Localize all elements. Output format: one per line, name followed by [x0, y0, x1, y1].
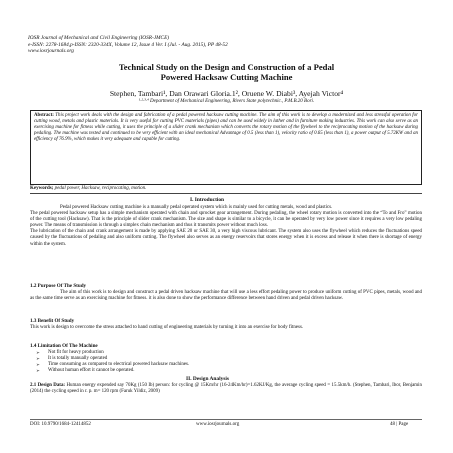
abstract-box	[30, 110, 422, 185]
intro-paragraph-2: The pedal powered hacksaw setup has a simple mechanism operated with chain and sprocket gear arrangement. During pedaling, the wheel rotary motion is converted into the “To and Fro” motion of the cutting tool (Hacksaw). That is the principle of slider crank mechanism. The size and shape is similar to a bicycle, it can be operated by very low power since it requires a very low pedaling power. The means of transmission is through a simplex chain mechanism and thus it transmits power without much loss.	[30, 211, 422, 229]
design-data-text: Human energy expended say 70Kg (150 Ib) person: for cycling @ 15Km/hr (16-24Km/hr)=1.62KJ/Kg, the average cycling speed = 15.5km/h. (Stephen, Tambari, Ibor, Benjamin (2014) the cycling speed in r. p. m= 120 rpm (Faruk Yildiz, 2009)	[30, 383, 422, 395]
keywords	[30, 186, 422, 192]
footer-page-number: 48 | Page	[390, 422, 409, 427]
abstract-text: This project work deals with the design and fabrication of a pedal powered hacksaw cutting machine. The aim of this work is to develop a modernized and less stressful operation for cutting wood, metals and plastic materials. It is very useful for cutting PVC materials (pipes) and can be used widely in lather and in furniture making industries. This work can also serve as an exercising machine for fitness while cutting, it uses the principle of a slider crank mechanism which converts the rotary motion of the flywheel to the reciprocating motion of the hacksaw during pedaling. The machine was tested and continued to be very efficient with an ideal mechanical Advantage of 0.5 (less than 1), velocity ratio of 0.65 (less than 1), a power output of 5.72KW and an efficiency of 76.9%, which makes it very adequate and capable for cutting.	[34, 113, 418, 143]
abstract-label: Abstract:	[34, 113, 54, 118]
benefit-heading: 1.3 Benefit Of Study	[30, 318, 75, 324]
limitation-list	[36, 350, 416, 374]
benefit-paragraph: This work is design to overcome the stress attached to hand cutting of engineering materials by turning it into an exercise for body fitness.	[30, 325, 304, 330]
arrow-bullet-icon: ➢	[36, 362, 40, 368]
introduction-body	[30, 205, 422, 248]
footer-doi: DOI: 10.9790/1684-12414852	[30, 422, 91, 427]
keywords-text: pedal power, Hacksaw, reciprocating, motion.	[53, 186, 147, 191]
design-data-label: 2.1 Design Data:	[30, 383, 66, 388]
journal-issn: e-ISSN: 2278-1684,p-ISSN: 2320-334X, Volume 12, Issue 4 Ver. I (Jul. - Aug. 2015), PP 48-52	[28, 41, 228, 48]
limitation-text: Without human effort it cannot be operated.	[48, 368, 135, 374]
arrow-bullet-icon: ➢	[36, 356, 40, 362]
purpose-heading: 1.2 Purpose Of The Study	[30, 283, 87, 289]
paper-title-line-1: Technical Study on the Design and Construction of a Pedal	[118, 62, 335, 72]
keywords-label: Keywords;	[30, 186, 54, 191]
header-divider	[30, 193, 422, 194]
paper-title	[40, 62, 413, 83]
journal-header	[28, 35, 428, 55]
list-item	[36, 368, 416, 374]
purpose-paragraph: The aim of this work is to design and construct a pedal driven hacksaw machine that will use a less effort pedaling power to produce uniform cutting of PVC pipes, metals, wood and as the same time serve as an exercising machine for fitness. it is also done to show the performance difference between hand driven and pedal driven hacksaw.	[30, 290, 422, 302]
limitation-heading: 1.4 Limitation Of The Machine	[30, 343, 98, 349]
introduction-heading: I. Introduction	[190, 197, 225, 203]
affiliation: ¹·²·³·⁴ Department of Mechanical Engineering, Rivers State polytechnic., P.M.B.20 Bori.	[138, 99, 315, 104]
design-analysis-heading: II. Design Analysis	[186, 376, 229, 382]
limitation-text: Not fit for heavy production	[48, 350, 104, 355]
author-list: Stephen, Tambari¹, Dan Orawari Gloria.1², Oruene W. Diabi³, Ayejah Victor⁴	[109, 89, 344, 98]
arrow-bullet-icon: ➢	[36, 350, 40, 355]
limitation-text: Time consuming as compared to electrical powered hacksaw machines.	[48, 362, 190, 368]
arrow-bullet-icon: ➢	[36, 368, 40, 374]
benefit-body	[30, 325, 422, 331]
footer-divider	[30, 419, 422, 420]
design-data-paragraph	[30, 383, 422, 395]
intro-paragraph-1: Pedal powered Hacksaw cutting machine is a manually pedal operated system which is mainly used for cutting metals, wood and plastics.	[60, 205, 333, 210]
limitation-text: It is totally manually operated	[48, 356, 108, 362]
footer-website[interactable]: www.iosrjournals.org	[196, 422, 240, 427]
journal-name: IOSR Journal of Mechanical and Civil Engineering (IOSR-JMCE)	[28, 35, 170, 41]
design-data-body	[30, 383, 422, 395]
intro-paragraph-3: The lubrication of the chain and crank arrangement is made by applying SAE 20 or SAE 30, a very high viscous lubricant. The system also uses the flywheel which reduces the fluctuations speed caused by the fluctuations of pedaling and also uniform cutting. The flywheel also serves as an energy reservoirs that stores energy when it is excess and release it when there is shortage of energy within the system.	[30, 229, 422, 247]
purpose-body	[30, 290, 422, 302]
journal-website[interactable]: www.iosrjournals.org	[28, 48, 74, 55]
paper-title-line-2: Powered Hacksaw Cutting Machine	[160, 72, 293, 83]
